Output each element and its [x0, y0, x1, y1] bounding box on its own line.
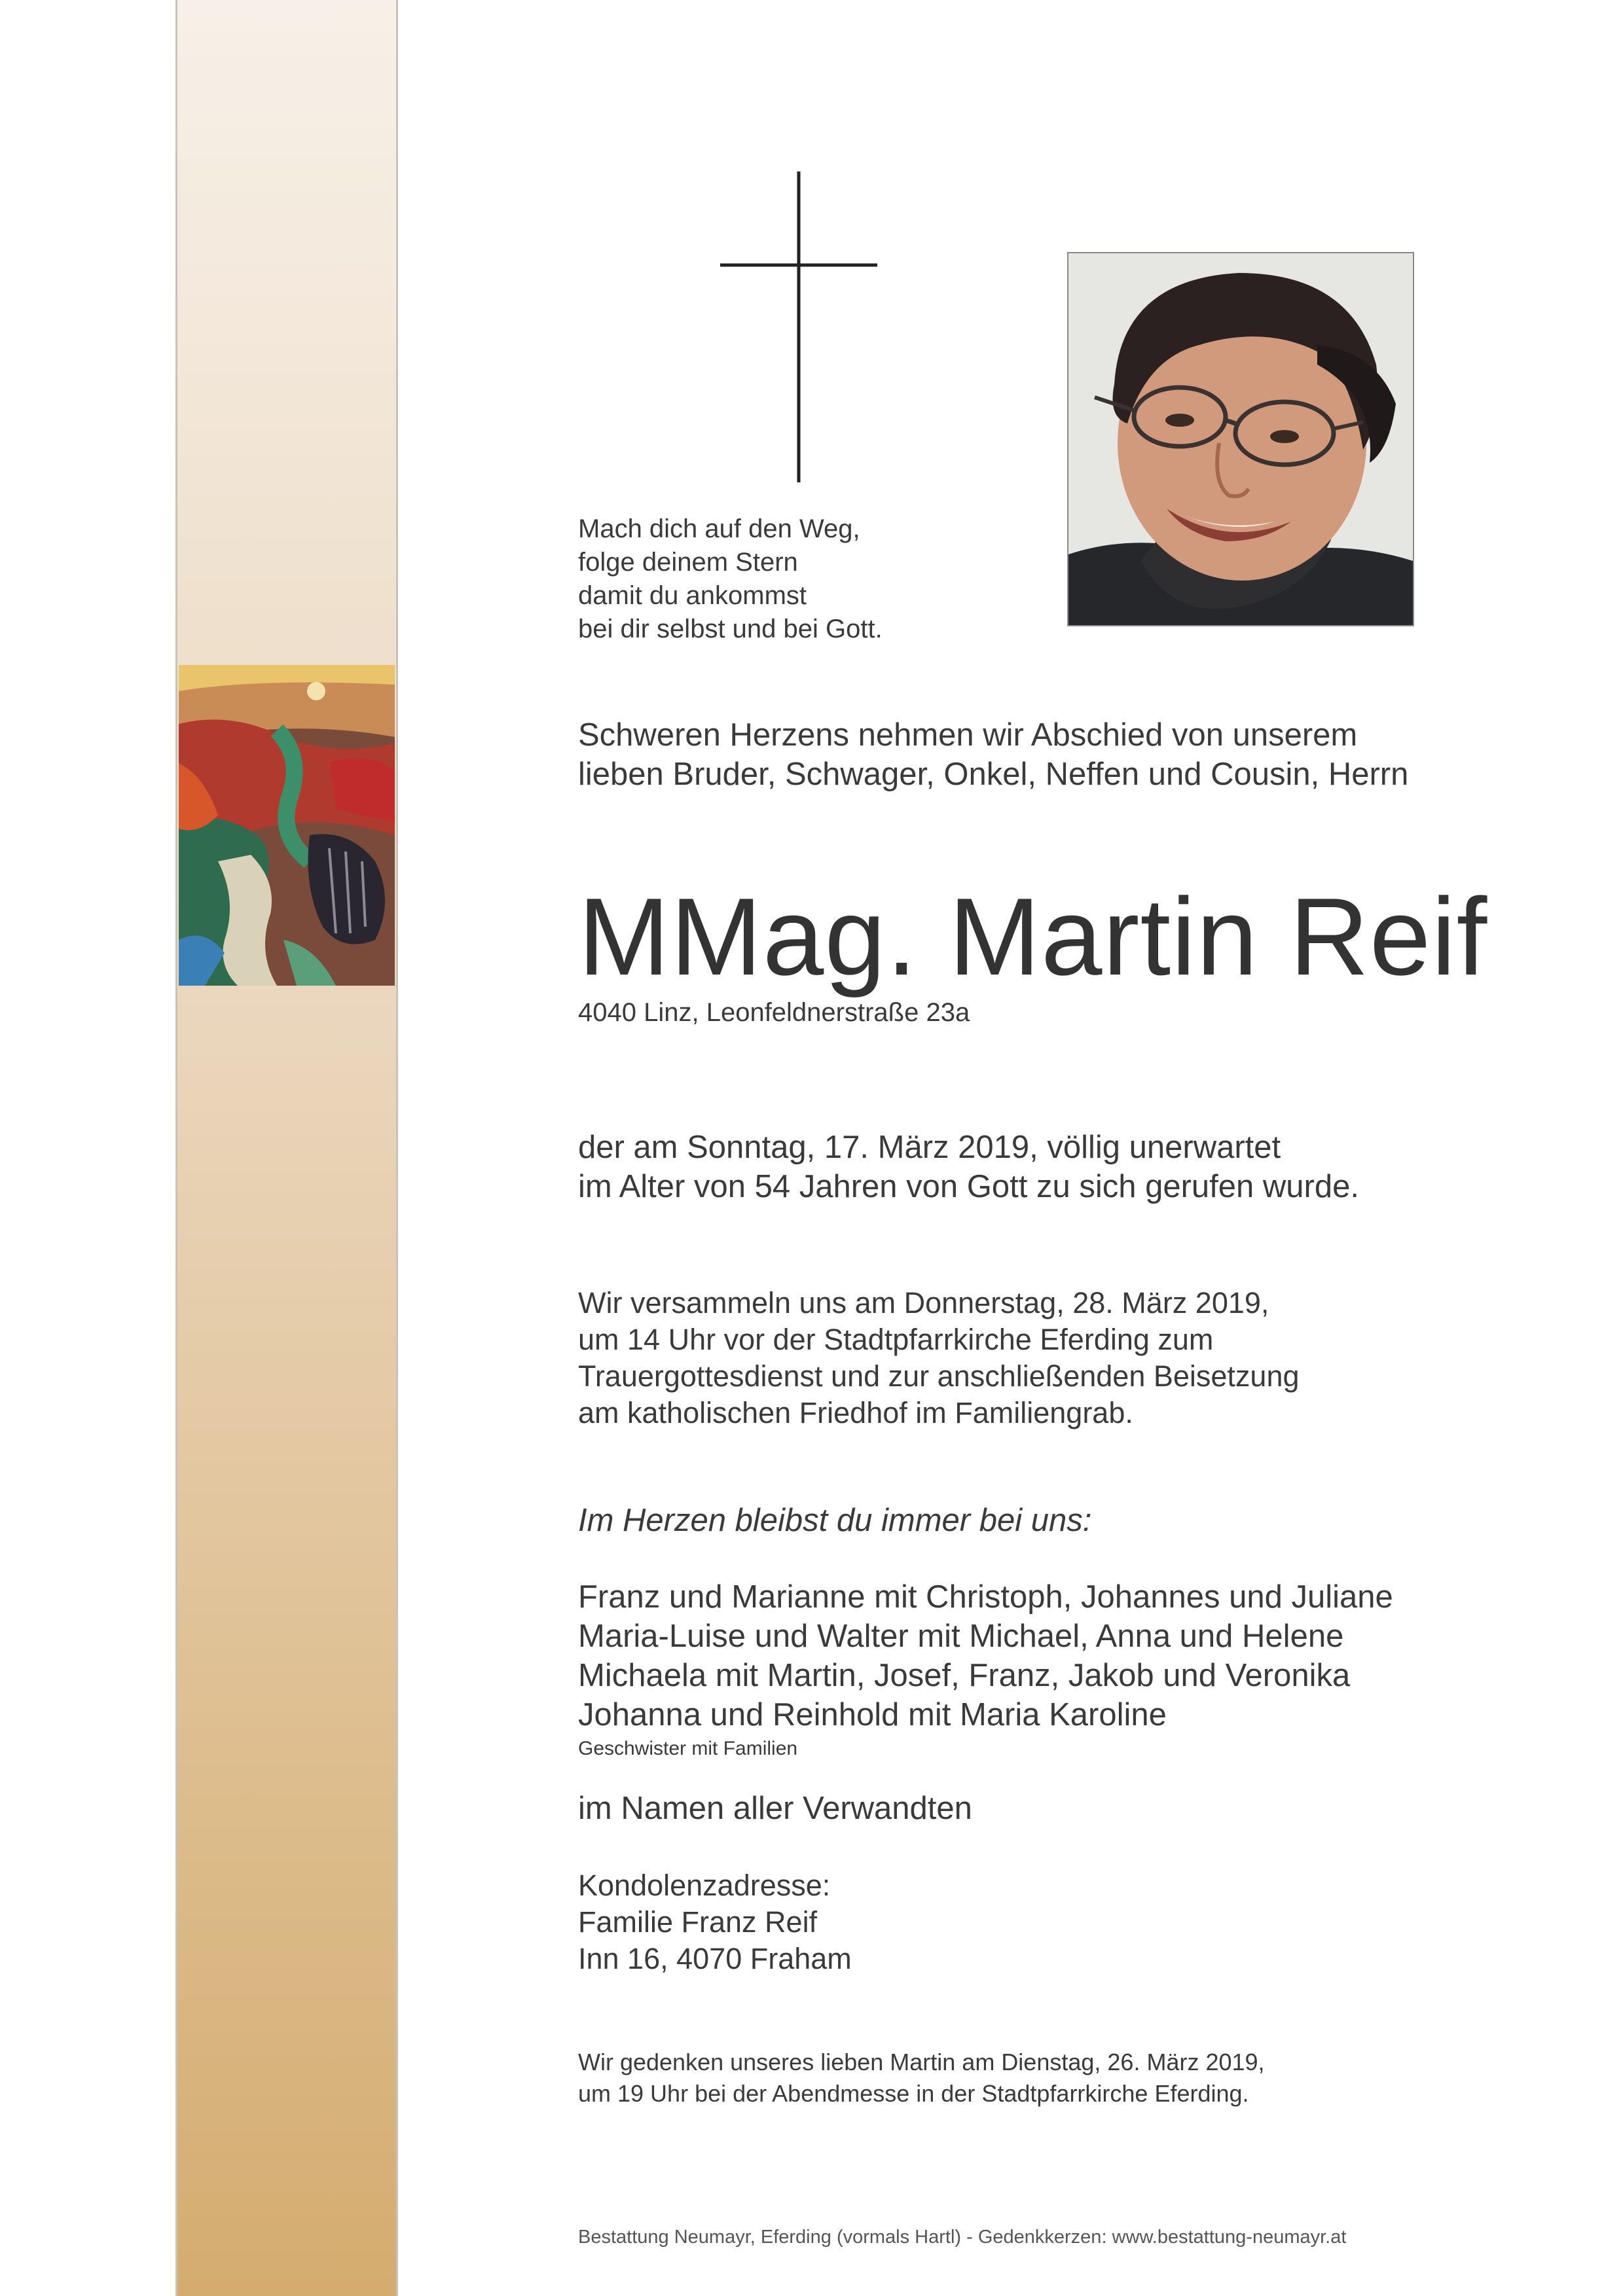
- funeral-details: [578, 1285, 1300, 1431]
- family-line: Johanna und Reinhold mit Maria Karoline: [578, 1697, 1167, 1732]
- undertaker-footer: Bestattung Neumayr, Eferding (vormals Hartl) - Gedenkkerzen: www.bestattung-neumayr.at: [578, 2227, 1347, 2248]
- remembrance-line: Wir gedenken unseres lieben Martin am Dienstag, 26. März 2019,: [578, 2049, 1265, 2075]
- death-line: der am Sonntag, 17. März 2019, völlig unerwartet: [578, 1130, 1281, 1165]
- family-line: Franz und Marianne mit Christoph, Johannes und Juliane: [578, 1579, 1393, 1615]
- death-notice: [578, 1128, 1359, 1206]
- poem-line: bei dir selbst und bei Gott.: [578, 615, 883, 643]
- intro-line: Schweren Herzens nehmen wir Abschied von unserem: [578, 717, 1358, 753]
- deceased-address: 4040 Linz, Leonfeldnerstraße 23a: [578, 998, 970, 1027]
- intro-line: lieben Bruder, Schwager, Onkel, Neffen und Cousin, Herrn: [578, 757, 1409, 792]
- announcement-intro: [578, 715, 1408, 794]
- condolence-line: Familie Franz Reif: [578, 1905, 818, 1939]
- condolence-address: [578, 1867, 852, 1977]
- relatives-line: im Namen aller Verwandten: [578, 1791, 972, 1826]
- family-line: Maria-Luise und Walter mit Michael, Anna und Helene: [578, 1619, 1344, 1654]
- family-note: Geschwister mit Familien: [578, 1738, 798, 1759]
- poem-line: damit du ankommst: [578, 581, 807, 610]
- family-list: [578, 1577, 1393, 1734]
- poem-line: folge deinem Stern: [578, 548, 798, 577]
- funeral-line: Wir versammeln uns am Donnerstag, 28. März 2019,: [578, 1286, 1269, 1319]
- funeral-line: Trauergottesdienst und zur anschließenden Beisetzung: [578, 1359, 1300, 1393]
- portrait-photo: [1067, 252, 1414, 626]
- poem-verse: [578, 512, 883, 646]
- remembrance-mass: [578, 2047, 1265, 2109]
- death-line: im Alter von 54 Jahren von Gott zu sich gerufen wurde.: [578, 1169, 1359, 1204]
- remembrance-line: um 19 Uhr bei der Abendmesse in der Stadtpfarrkirche Eferding.: [578, 2080, 1249, 2107]
- funeral-line: um 14 Uhr vor der Stadtpfarrkirche Eferding zum: [578, 1323, 1214, 1356]
- condolence-line: Inn 16, 4070 Fraham: [578, 1942, 852, 1975]
- family-line: Michaela mit Martin, Josef, Franz, Jakob und Veronika: [578, 1658, 1351, 1693]
- condolence-line: Kondolenzadresse:: [578, 1869, 831, 1902]
- painting-image: [179, 665, 395, 986]
- poem-line: Mach dich auf den Weg,: [578, 514, 860, 543]
- memorial-motto: Im Herzen bleibst du immer bei uns:: [578, 1503, 1092, 1538]
- funeral-line: am katholischen Friedhof im Familiengrab.: [578, 1396, 1133, 1429]
- decorative-side-band: [175, 0, 398, 2296]
- deceased-name: MMag. Martin Reif: [578, 875, 1488, 998]
- cross-icon: [720, 171, 877, 482]
